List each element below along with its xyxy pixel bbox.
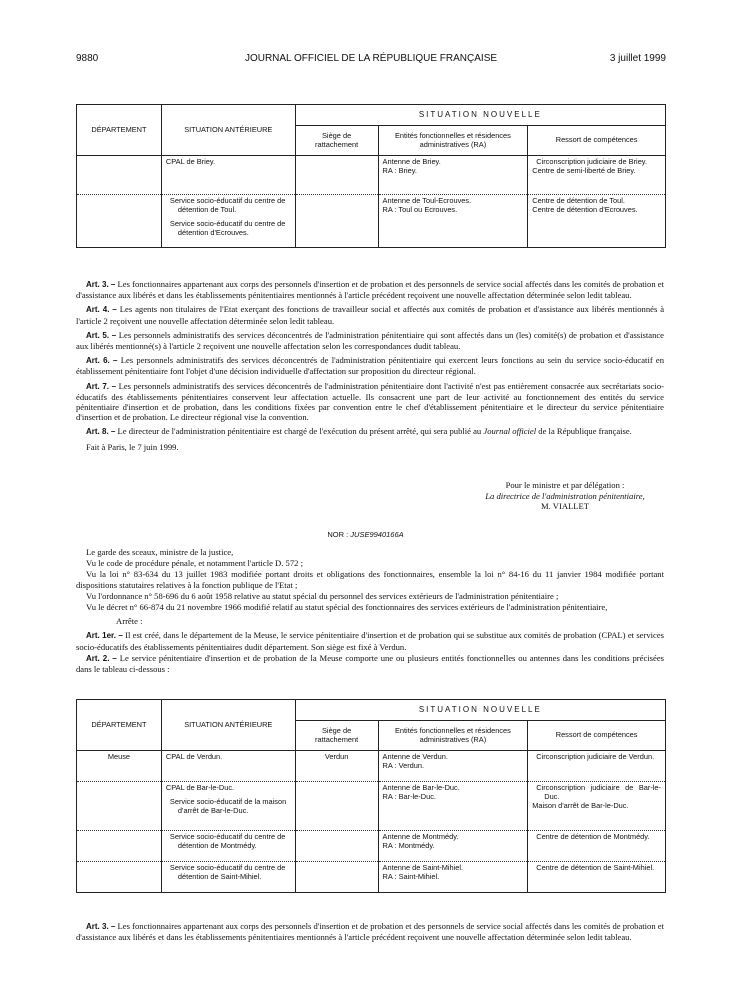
nor-reference: NOR : JUSE9940166A	[327, 530, 404, 539]
table-row: Meuse CPAL de Verdun. Verdun Antenne de Verdun. RA : Verdun. Circonscription judiciaire de Verdun.	[77, 751, 666, 782]
department-name: Meuse	[77, 751, 162, 782]
articles-block-3: Art. 3. – Les fonctionnaires appartenant aux corps des personnels d'insertion et de probation et des personnels de service social affectés dans les comités de probation et d'assistance aux libérés et dans les établissements pénitentiaires mentionnés à l'article précédent reçoivent une nouvelle affectation déterminée selon ledit tableau.	[76, 921, 665, 943]
col-situation-nouvelle: SITUATION NOUVELLE	[295, 700, 665, 721]
col-departement: DÉPARTEMENT	[77, 105, 162, 156]
table-row: Service socio-éducatif du centre de détention de Saint-Mihiel. Antenne de Saint-Mihiel. RA : Saint-Mihiel. Centre de détention de Saint-Mihiel.	[77, 862, 666, 893]
page-header	[76, 53, 666, 67]
col-siege: Siège de rattachement	[295, 126, 378, 156]
col-situation-anterieure: SITUATION ANTÉRIEURE	[161, 700, 295, 751]
journal-title: JOURNAL OFFICIEL DE LA RÉPUBLIQUE FRANÇAISE	[244, 53, 498, 64]
col-entites: Entités fonctionnelles et résidences administratives (RA)	[378, 721, 528, 751]
col-ressort: Ressort de compétences	[528, 126, 666, 156]
issue-date: 3 juillet 1999	[609, 53, 666, 64]
table-row: Service socio-éducatif du centre de détention de Montmédy. Antenne de Montmédy. RA : Montmédy. Centre de détention de Montmédy.	[77, 831, 666, 862]
articles-block-2: Le garde des sceaux, ministre de la justice, Vu le code de procédure pénale, et notamment l'article D. 572 ; Vu la loi n° 83-634 du 13 juillet 1983 modifiée portant droits et obligations des fonctionnaires, ensemble la loi n° 84-16 du 11 janvier 1984 modifiée portant dispositions statutaires relatives à la fonction publique de l'Etat ; Vu l'ordonnance n° 58-696 du 6 août 1958 relative au statut spécial du personnel des services extérieurs de l'administration pénitentiaire ; Vu le décret n° 66-874 du 21 novembre 1966 modifié relatif au statut spécial des fonctionnaires des services extérieurs de l'administration pénitentiaire, Arrête : Art. 1er. – Il est créé, dans le département de la Meuse, le service pénitentiaire d'insertion et de probation qui se substitue aux comités de probation (CPAL) et services socio-éducatifs des établissements pénitentiaires dudit département. Son siège est fixé à Verdun. Art. 2. – Le service pénitentiaire d'insertion et de probation de la Meuse comporte une ou plusieurs entités fonctionnelles ou antennes dans les conditions précisées dans le tableau ci-dessous :	[76, 547, 664, 675]
fait-line: Fait à Paris, le 7 juin 1999.	[86, 441, 179, 452]
assignment-table-1	[76, 104, 666, 248]
col-situation-anterieure: SITUATION ANTÉRIEURE	[161, 105, 295, 156]
articles-block-1: Art. 3. – Les fonctionnaires appartenant aux corps des personnels d'insertion et de probation et des personnels de service social affectés dans les comités de probation et d'assistance aux libérés et dans les établissements pénitentiaires mentionnés à l'article précédent reçoivent une nouvelle affectation déterminée selon ledit tableau. Art. 4. – Les agents non titulaires de l'Etat exerçant des fonctions de travailleur social et affectés aux comités de probation et d'assistance aux libérés mentionnés à l'article 2 reçoivent une nouvelle affectation déterminée selon ledit tableau. Art. 5. – Les personnels administratifs des services déconcentrés de l'administration pénitentiaire qui sont affectés dans un (les) comité(s) de probation et d'assistance aux libérés mentionné(s) à l'article 2 reçoivent une nouvelle affectation selon les correspondances dudit tableau. Art. 6. – Les personnels administratifs des services déconcentrés de l'administration pénitentiaire qui exercent leurs fonctions au sein du service socio-éducatif en établissement pénitentiaire font l'objet d'une décision individuelle d'affectation sur proposition du directeur régional. Art. 7. – Les personnels administratifs des services déconcentrés de l'administration pénitentiaire dont l'activité n'est pas entièrement consacrée aux secrétariats socio-éducatifs des établissements pénitentiaires conservent leur affectation actuelle. Ils consacrent une part de leur activité au fonctionnement des entités du service pénitentiaire d'insertion et de probation, dans les conditions fixées par convention entre le chef d'établissement pénitentiaire et le directeur du service pénitentiaire d'insertion et de probation. Le directeur régional vise la convention. Art. 8. – Le directeur de l'administration pénitentiaire est chargé de l'exécution du présent arrêté, qui sera publié au Journal officiel de la République française. Fait à Paris, le 7 juin 1999.	[76, 279, 665, 452]
col-situation-nouvelle: SITUATION NOUVELLE	[295, 105, 665, 126]
col-siege: Siège de rattachement	[295, 721, 378, 751]
col-ressort: Ressort de compétences	[528, 721, 666, 751]
table-row: Service socio-éducatif du centre de détention de Toul. Service socio-éducatif du centre de détention d'Ecrouves. Antenne de Toul-Ecrouves. RA : Toul ou Ecrouves. Centre de détention de Toul. Centre de détention d'Ecrouves.	[77, 195, 666, 248]
page-number: 9880	[76, 53, 99, 64]
col-entites: Entités fonctionnelles et résidences administratives (RA)	[378, 126, 528, 156]
table-row: CPAL de Briey. Antenne de Briey. RA : Briey. Circonscription judiciaire de Briey. Centre de semi-liberté de Briey.	[77, 156, 666, 195]
signature-block: Pour le ministre et par délégation : La directrice de l'administration pénitentiaire, M. VIALLET	[485, 480, 645, 512]
assignment-table-2	[76, 699, 666, 893]
col-departement: DÉPARTEMENT	[77, 700, 162, 751]
table-row: CPAL de Bar-le-Duc. Service socio-éducatif de la maison d'arrêt de Bar-le-Duc. Antenne de Bar-le-Duc. RA : Bar-le-Duc. Circonscription judiciaire de Bar-le-Duc. Maison d'arrêt de Bar-le-Duc.	[77, 782, 666, 831]
